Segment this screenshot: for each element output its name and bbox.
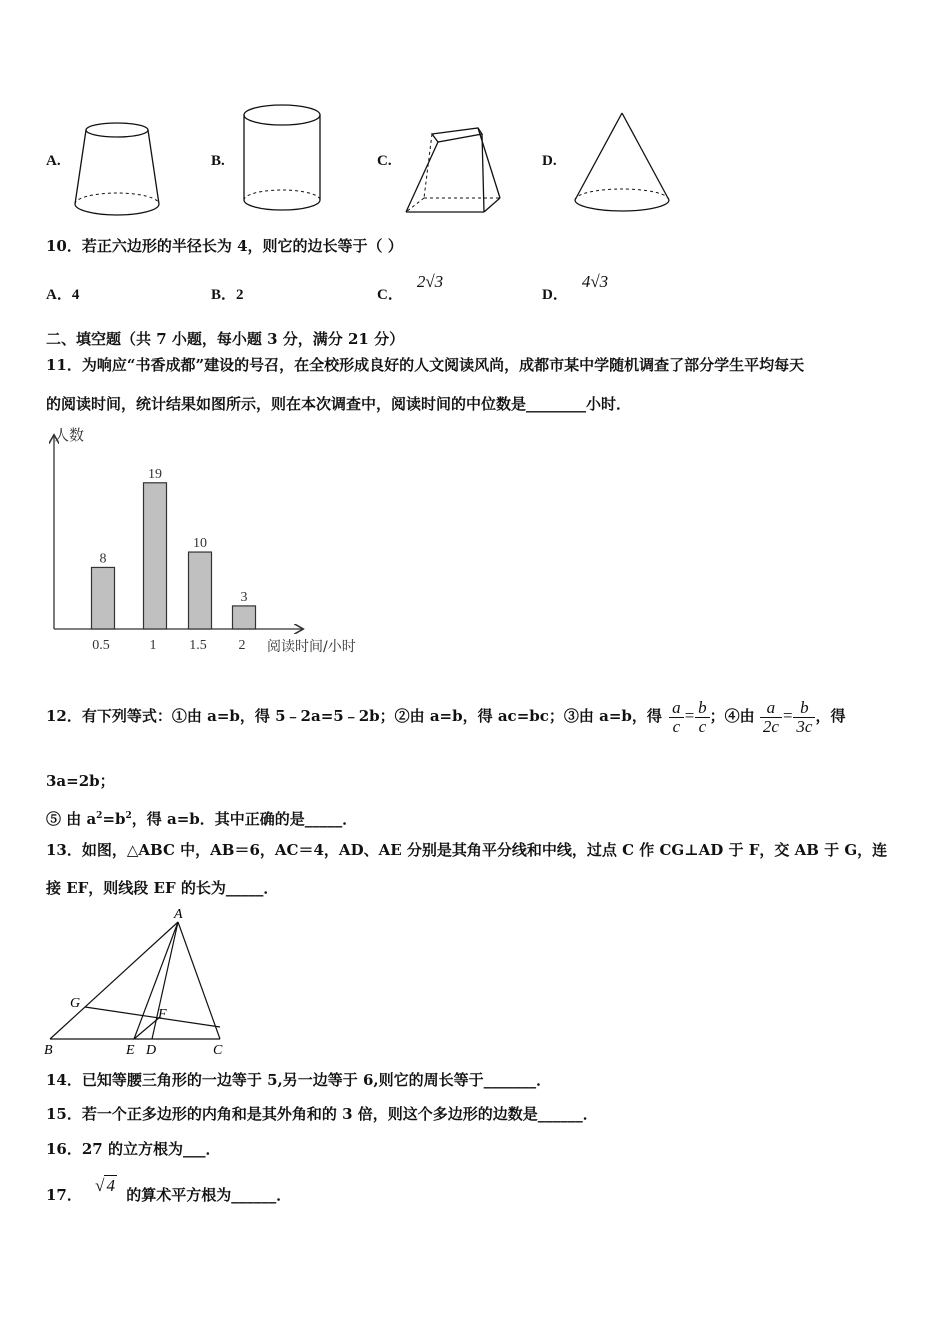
x-tick-label-1: 1: [149, 638, 157, 653]
section-heading: 二、填空题（共 7 小题，每小题 3 分，满分 21 分）: [46, 330, 405, 348]
q12-line3-b: =b: [102, 810, 126, 828]
q12-frac2-den-b: 3c: [796, 716, 813, 736]
point-f-label: F: [158, 1007, 167, 1022]
q10-option-d-label: D．: [542, 287, 568, 303]
q10-option-a-label: A．: [46, 287, 72, 303]
q10-option-c-label: C．: [377, 287, 403, 303]
q12-frac2-num-b: b: [793, 699, 815, 718]
bar-1.5: [189, 552, 212, 629]
point-g-label: G: [70, 996, 81, 1011]
q10-option-d-value: 4√3: [581, 272, 609, 291]
q12-frac2-den-a: 2c: [762, 716, 779, 736]
q10-option-b-label: B．: [211, 287, 237, 303]
q10-option-a-value: 4: [71, 287, 80, 303]
q9-option-a-label: A.: [46, 153, 61, 169]
bar-2: [233, 606, 256, 629]
prism-frustum-figure: [400, 120, 510, 220]
q9-option-c-label: C.: [377, 153, 392, 169]
q17-sqrt: √ 4: [95, 1176, 115, 1195]
bar-value-label-0.5: 8: [99, 551, 107, 567]
q12-line3-c: ，得 a=b．其中正确的是_____．: [131, 810, 358, 828]
bar-1: [144, 483, 167, 629]
point-d-label: D: [146, 1043, 157, 1058]
x-tick-label-2: 2: [238, 638, 246, 653]
triangle-abc-figure: [40, 905, 240, 1065]
q12-suffix: ，得: [815, 707, 846, 725]
q12-line1: 12．有下列等式：①由 a=b，得 5﹣2a=5﹣2b；②由 a=b，得 ac=bc；③由 a=b，得 $\frac{a}{c}$ = $\frac{b}{c}$ ；④由 $\frac{a}{2c}$ = $\frac{b}{3c}$ ，得: [46, 697, 846, 736]
q12-fraction-a-over-2c: [760, 699, 782, 736]
q13-line1: 13．如图，△ABC 中，AB＝6，AC＝4，AD、AE 分别是其角平分线和中线，过点 C 作 CG⊥AD 于 F，交 AB 于 G，连: [46, 841, 888, 859]
q9-option-d-label: D.: [542, 153, 557, 169]
q16-text: 16．27 的立方根为___．: [46, 1140, 221, 1158]
q17-radicand: 4: [106, 1176, 115, 1195]
x-tick-label-0.5: 0.5: [92, 638, 110, 653]
q12-fraction-b-over-3c: [793, 699, 815, 736]
point-e-label: E: [126, 1043, 135, 1058]
q12-frac1-num-b: b: [695, 699, 710, 718]
q11-line2: 的阅读时间，统计结果如图所示，则在本次调查中，阅读时间的中位数是________小时．: [46, 395, 632, 413]
q12-frac2-num-a: a: [760, 699, 782, 718]
q12-fraction-a-over-c: [669, 699, 684, 736]
q17-suffix: 的算术平方根为______．: [126, 1186, 292, 1204]
bar-value-label-1: 19: [148, 466, 162, 482]
q17-text: [46, 1176, 292, 1205]
q10-option-b-value: 2: [236, 287, 244, 303]
y-axis-label: 人数: [54, 426, 85, 444]
bar-0.5: [92, 567, 115, 629]
q10-option-c-value: 2√3: [416, 272, 444, 291]
q10-option-c: [377, 272, 444, 304]
q17-prefix: 17．: [46, 1186, 82, 1204]
q12-line3-a: ⑤ 由 a: [46, 810, 97, 828]
q12-prefix: 12．有下列等式：①由 a=b，得 5﹣2a=5﹣2b；②由 a=b，得 ac=bc；③由 a=b，得: [46, 707, 662, 725]
q10-option-d: [542, 272, 609, 304]
q12-mid: ；④由: [709, 707, 755, 725]
point-b-label: B: [44, 1043, 53, 1058]
q13-line2: 接 EF，则线段 EF 的长为_____．: [46, 879, 279, 897]
q10-stem: 10．若正六边形的半径长为 4，则它的边长等于（ ）: [46, 237, 403, 255]
q12-frac1-num-a: a: [669, 699, 684, 718]
q12-line2: 3a=2b；: [46, 772, 115, 790]
cone-figure: [570, 110, 680, 220]
q15-text: 15．若一个正多边形的内角和是其外角和的 3 倍，则这个多边形的边数是______．: [46, 1105, 598, 1123]
q12-line3: ⑤ 由 $a^2=b^2$，得 a=b．其中正确的是_____．: [46, 810, 358, 828]
point-c-label: C: [213, 1043, 223, 1058]
q12-fraction-b-over-c: [695, 699, 710, 736]
q12-frac1-den-a: c: [672, 716, 681, 736]
cylinder-figure: [240, 100, 330, 220]
q14-text: 14．已知等腰三角形的一边等于 5,另一边等于 6,则它的周长等于_______．: [46, 1071, 552, 1089]
x-tick-label-1.5: 1.5: [189, 638, 207, 653]
q10-option-b: [211, 283, 244, 304]
q9-option-b-label: B.: [211, 153, 225, 169]
x-axis-label: 阅读时间/小时: [267, 639, 356, 655]
point-a-label: A: [174, 907, 183, 922]
q12-frac1-den-b: c: [698, 716, 707, 736]
q10-option-a: [46, 283, 79, 304]
reading-time-bar-chart: [40, 422, 400, 662]
q11-line1: 11．为响应“书香成都”建设的号召，在全校形成良好的人文阅读风尚，成都市某中学随机调查了部分学生平均每天: [46, 356, 805, 374]
frustum-figure: [70, 120, 170, 220]
bar-value-label-1.5: 10: [193, 536, 207, 552]
bar-value-label-2: 3: [240, 589, 248, 605]
